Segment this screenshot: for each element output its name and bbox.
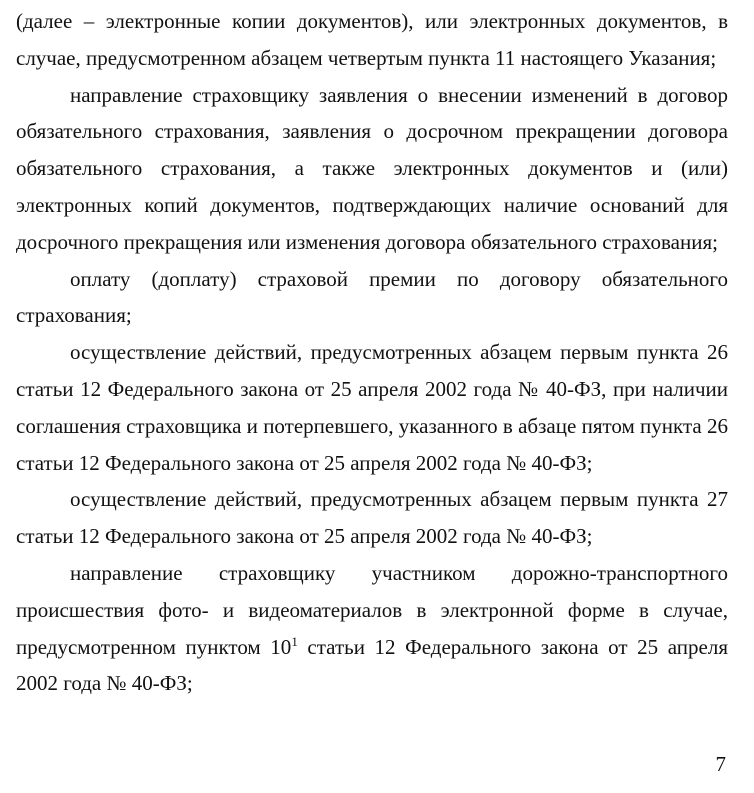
paragraph-6-superscript: 1 [291, 633, 298, 649]
paragraph-6-end: статьи 12 Федерального закона от 25 апреля 2002 года № 40-ФЗ; [16, 634, 728, 696]
paragraph-5: осуществление действий, предусмотренных абзацем первым пункта 27 статьи 12 Федерального закона от 25 апреля 2002 года № 40-ФЗ; [16, 487, 728, 549]
paragraph-1: (далее – электронные копии документов), или электронных документов, в случае, предусмотренном абзацем четвертым пункта 11 настоящего Указания; [16, 9, 728, 70]
paragraph-6 [16, 555, 728, 702]
page-number: 7 [715, 752, 726, 776]
paragraph-3: оплату (доплату) страховой премии по договору обязательного страхования; [16, 266, 728, 328]
document-text [16, 3, 728, 702]
paragraph-4: осуществление действий, предусмотренных абзацем первым пункта 26 статьи 12 Федерального закона от 25 апреля 2002 года № 40-ФЗ, при наличии соглашения страховщика и потерпевшего, указанного в абзаце пятом пункта 26 статьи 12 Федерального закона от 25 апреля 2002 года № 40-ФЗ; [16, 340, 728, 475]
paragraph-2: направление страховщику заявления о внесении изменений в договор обязательного страхования, заявления о досрочном прекращении договора обязательного страхования, а также электронных документов и (или) электронных копий документов, подтверждающих наличие оснований для досрочного прекращения или изменения договора обязательного страхования; [16, 82, 728, 254]
paragraph-6-start: направление страховщику участником дорожно-транспортного происшествия фото- и видеоматериалов в электронной форме в случае, предусмотренном пунктом 10 [16, 560, 728, 659]
